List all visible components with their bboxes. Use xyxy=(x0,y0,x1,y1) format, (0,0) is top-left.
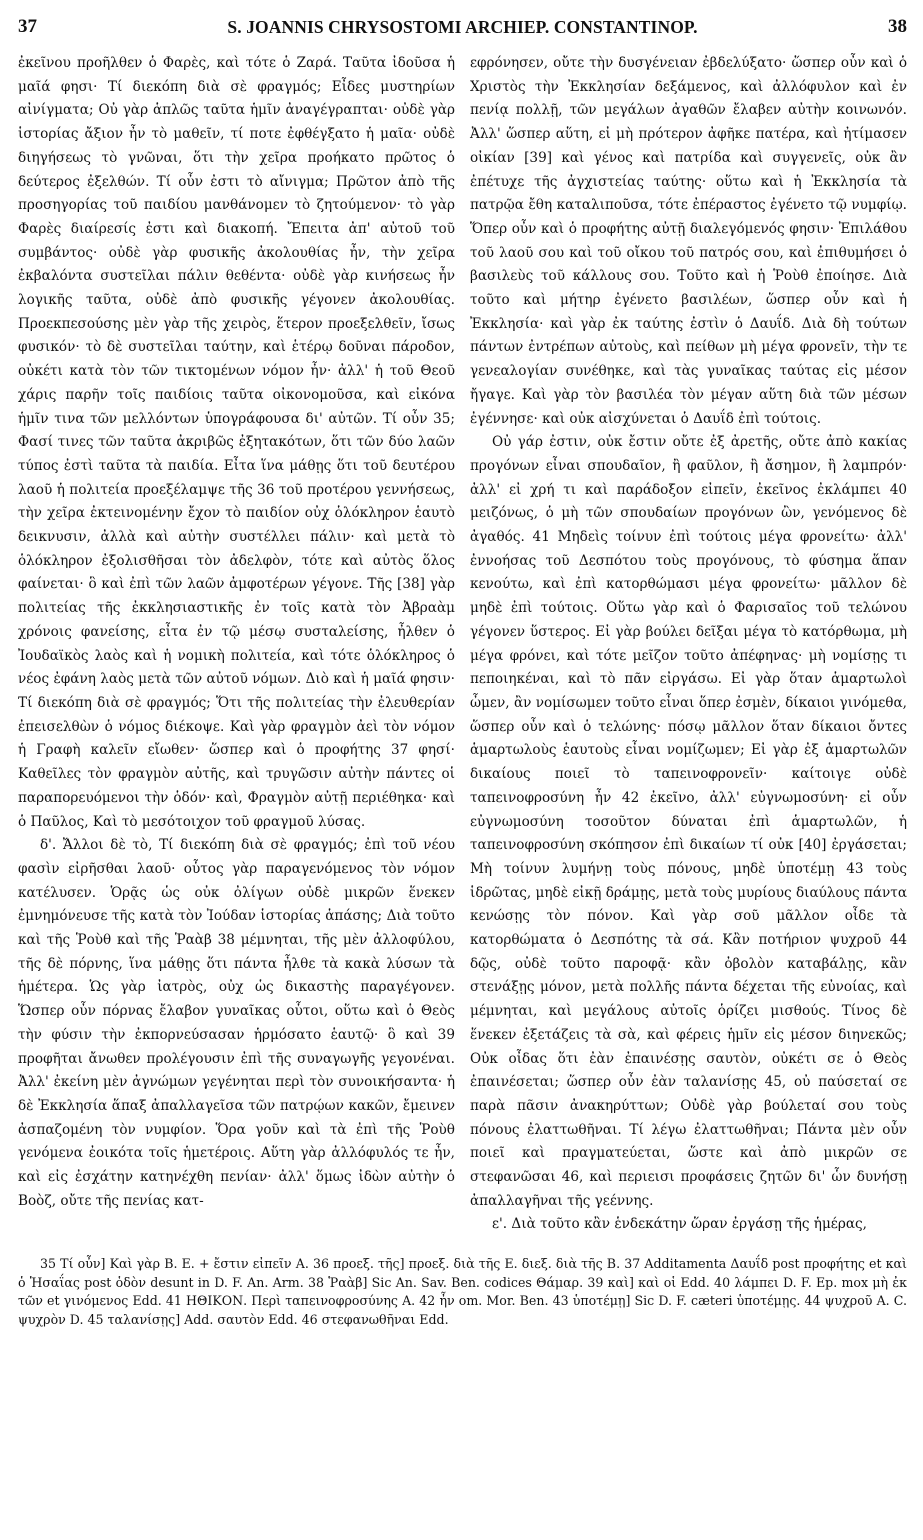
page-number-left: 37 xyxy=(18,16,37,37)
right-column xyxy=(470,52,907,1237)
page-number-right: 38 xyxy=(888,16,907,37)
running-title: S. JOANNIS CHRYSOSTOMI ARCHIEP. CONSTANTINOP. xyxy=(227,17,698,37)
footnotes: 35 Τί οὖν] Καὶ γὰρ B. E. + ἔστιν εἰπεῖν A. 36 προεξ. τῆς] προεξ. διὰ τῆς E. διεξ. διὰ τῆς B. 37 Additamenta Δαυΐδ post προφήτης et καὶ ὁ Ἡσαΐας post ὁδὸν desunt in D. F. An. Arm. 38 Ῥαὰβ] Sic An. Sav. Ben. codices Θάμαρ. 39 καὶ] καὶ οἱ Edd. 40 λάμπει D. F. Ep. mox μὴ ἐκ τῶν et γινόμενος Edd. 41 ΗΘΙΚΟΝ. Περὶ ταπεινοφροσύνης A. 42 ἦν om. Mor. Ben. 43 ὑποτέμῃ] Sic D. F. cæteri ὑποτέμῃς. 44 ψυχροῦ A. C. ψυχρὸν D. 45 ταλανίσῃς] Add. σαυτὸν Edd. 46 στεφανωθῆναι Edd. xyxy=(18,1256,907,1327)
right-paragraph-3: ε'. Διὰ τοῦτο κἂν ἑνδεκάτην ὥραν ἐργάσῃ τῆς ἡμέρας, xyxy=(492,1216,867,1233)
right-paragraph-1: εφρόνησεν, οὔτε τὴν δυσγένειαν ἐβδελύξατο· ὥσπερ οὖν καὶ ὁ Χριστὸς τὴν Ἐκκλησίαν δεξάμενος, καὶ ἀλλόφυλον καὶ ἐν πενίᾳ πολλῇ, τῶν μεγάλων ἀγαθῶν ἔλαβεν αὐτὴν κοινωνόν. Ἀλλ' ὥσπερ αὕτη, εἰ μὴ πρότερον ἀφῆκε πατέρα, καὶ ἠτίμασεν οἰκίαν [39] καὶ γένος καὶ πατρίδα καὶ συγγενεῖς, οὐκ ἂν ἐπέτυχε τῆς ἀγχιστείας ταύτης· οὕτω καὶ ἡ Ἐκκλησία τὰ πατρῷα ἔθη καταλιποῦσα, τότε ἐπέραστος ἐγένετο τῷ νυμφίῳ. Ὅπερ οὖν καὶ ὁ προφήτης αὐτῇ διαλεγόμενός φησιν· Ἐπιλάθου τοῦ λαοῦ σου καὶ τοῦ οἴκου τοῦ πατρός σου, καὶ ἐπιθυμήσει ὁ βασιλεὺς τοῦ κάλλους σου. Τοῦτο καὶ ἡ Ῥοὺθ ἐποίησε. Διὰ τοῦτο καὶ μήτηρ ἐγένετο βασιλέων, ὥσπερ οὖν καὶ ἡ Ἐκκλησία· καὶ γὰρ ἐκ ταύτης ἐστὶν ὁ Δαυΐδ. Διὰ δὴ τούτων πάντων ἐντρέπων αὐτοὺς, καὶ πείθων μὴ μέγα φρονεῖν, τὴν τε γενεαλογίαν συνέθηκε, καὶ τὰς γυναῖκας ταύτας εἰς μέσον ἤγαγε. Καὶ γὰρ τὸν βασιλέα τὸν μέγαν αὕτη διὰ τῶν μέσων ἐγέννησε· καὶ οὐκ αἰσχύνεται ὁ Δαυΐδ ἐπὶ τούτοις. xyxy=(470,55,907,427)
right-paragraph-2: Οὐ γάρ ἐστιν, οὐκ ἔστιν οὔτε ἐξ ἀρετῆς, οὔτε ἀπὸ κακίας προγόνων εἶναι σπουδαῖον, ἢ φαῦλον, ἢ ἄσημον, ἢ λαμπρόν· ἀλλ' εἰ χρή τι καὶ παράδοξον εἰπεῖν, ἐκεῖνος ἐκλάμπει 40 μειζόνως, ὁ μὴ τῶν σπουδαίων προγόνων ὢν, γενόμενος δὲ ἀγαθός. 41 Μηδεὶς τοίνυν ἐπὶ τούτοις μέγα φρονείτω· ἀλλ' ἐννοήσας τοῦ Δεσπότου τοὺς προγόνους, τὸ φύσημα ἅπαν κενούτω, καὶ ἐπὶ κατορθώμασι μέγα φρονείτω· μᾶλλον δὲ μηδὲ ἐπὶ τούτοις. Οὕτω γὰρ καὶ ὁ Φαρισαῖος τοῦ τελώνου γέγονεν ὕστερος. Εἰ γὰρ βούλει δεῖξαι μέγα τὸ κατόρθωμα, μὴ μέγα φρόνει, καὶ τότε μεῖζον τοῦτο ἀπέφηνας· μὴ νομίσῃς τι πεποιηκέναι, καὶ τὸ πᾶν εἰργάσω. Εἰ γὰρ ὅταν ἁμαρτωλοὶ ὦμεν, ἂν νομίσωμεν τοῦτο εἶναι ὅπερ ἐσμὲν, δίκαιοι γινόμεθα, ὥσπερ οὖν καὶ ὁ τελώνης· πόσῳ μᾶλλον ὅταν δίκαιοι ὄντες ἁμαρτωλοὺς ἑαυτοὺς εἶναι νομίζωμεν; Εἰ γὰρ ἐξ ἁμαρτωλῶν δικαίους ποιεῖ τὸ ταπεινοφρονεῖν· καίτοιγε οὐδὲ ταπεινοφροσύνη ἦν 42 ἐκεῖνο, ἀλλ' εὐγνωμοσύνη· εἰ οὖν εὐγνωμοσύνη τοσοῦτον δύναται ἐπὶ ἁμαρτωλῶν, ἡ ταπεινοφροσύνη σκόπησον ἐπὶ δικαίων τί οὐκ [40] ἐργάσεται; Μὴ τοίνυν λυμήνῃ τοὺς πόνους, μηδὲ ὑποτέμῃ 43 τοὺς ἱδρῶτας, μηδὲ εἰκῇ δράμῃς, μετὰ τοὺς μυρίους διαύλους πάντα κενώσῃς τὸν πόνον. Καὶ γὰρ σοῦ μᾶλλον οἶδε τὰ κατορθώματα ὁ Δεσπότης τὰ σά. Κἂν ποτήριον ψυχροῦ 44 δῷς, οὐδὲ τοῦτο παροφᾷ· κἂν ὀβολὸν καταβάλῃς, κἂν στενάξῃς μόνον, μετὰ πολλῆς πάντα δέχεται τῆς εὐνοίας, καὶ μέμνηται, καὶ μεγάλους αὐτοῖς ὁρίζει μισθούς. Τίνος δὲ ἕνεκεν ἐξετάζεις τὰ σὰ, καὶ φέρεις ἡμῖν εἰς μέσον διηνεκῶς; Οὐκ οἶδας ὅτι ἐὰν ἐπαινέσῃς σαυτὸν, οὐκέτι σε ὁ Θεὸς ἐπαινέσεται; ὥσπερ οὖν ἐὰν ταλανίσῃς 45, οὐ παύσεταί σε παρὰ πᾶσιν ἀνακηρύττων; Οὐδὲ γὰρ βούλεταί σου τοὺς πόνους ἐλαττωθῆναι. Τί λέγω ἐλαττωθῆναι; Πάντα μὲν οὖν ποιεῖ καὶ πραγματεύεται, ὥστε καὶ ἀπὸ μικρῶν σε στεφανῶσαι 46, καὶ περιεισι προφάσεις ζητῶν δι' ὧν δυνήσῃ ἀπαλλαγῆναι τῆς γεέννης. xyxy=(470,434,907,1209)
running-header xyxy=(18,14,907,44)
text-columns xyxy=(18,52,907,1237)
left-paragraph-1: ἐκεῖνου προῆλθεν ὁ Φαρὲς, καὶ τότε ὁ Ζαρά. Ταῦτα ἰδοῦσα ἡ μαῖά φησι· Τί διεκόπη διὰ σὲ φραγμός; Εἶδες μυστηρίων αἰνίγματα; Οὐ γὰρ ἁπλῶς ταῦτα ἡμῖν ἀναγέγραπται· οὐδὲ γὰρ ἱστορίας ἄξιον ἦν τὸ μαθεῖν, τί ποτε ἐφθέγξατο ἡ μαῖα· οὐδὲ διηγήσεως τὸ γνῶναι, ὅτι τὴν χεῖρα προήκατο πρῶτος ὁ δεύτερος ἐξελθών. Τί οὖν ἐστι τὸ αἴνιγμα; Πρῶτον ἀπὸ τῆς προσηγορίας τοῦ παιδίου μανθάνομεν τὸ ζητούμενον· τὸ γὰρ Φαρὲς διαίρεσίς ἐστι καὶ διακοπή. Ἔπειτα ἀπ' αὐτοῦ τοῦ συμβάντος· οὐδὲ γὰρ φυσικῆς ἀκολουθίας ἦν, τὴν χεῖρα ἐκβαλόντα συστεῖλαι πάλιν θεθέντα· οὐδὲ γὰρ κινήσεως ἦν λογικῆς ταῦτα, οὐδὲ ἀπὸ φυσικῆς γέγονεν ἀκολουθίας. Προεκπεσούσης μὲν γὰρ τῆς χειρὸς, ἕτερον προεξελθεῖν, ἴσως φυσικόν· τὸ δὲ συστεῖλαι ταύτην, καὶ ἑτέρῳ δοῦναι πάροδον, οὐκέτι κατὰ τὸν τῶν τικτομένων νόμον ἦν· ἀλλ' ἡ τοῦ Θεοῦ χάρις παρῆν τοῖς παιδίοις ταῦτα οἰκονομοῦσα, καὶ εἰκόνα ἡμῖν τινα τῶν μελλόντων ὑπογράφουσα δι' αὐτῶν. Τί οὖν 35; Φασί τινες τῶν ταῦτα ἀκριβῶς ἐξητακότων, ὅτι τῶν δύο λαῶν τύπος ἐστὶ ταῦτα τὰ παιδία. Εἶτα ἵνα μάθῃς ὅτι τοῦ δευτέρου λαοῦ ἡ πολιτεία προεξέλαμψε τῆς 36 τοῦ προτέρου γεννήσεως, τὴν χεῖρα ἐκτεινομένην ἔχον τὸ παιδίον οὐχ ὁλόκληρον ἑαυτὸ δεικνυσιν, ἀλλὰ καὶ αὐτὴν συστέλλει πάλιν· καὶ μετὰ τὸ ὁλόκληρον ἐξολισθῆσαι τὸν ἀδελφὸν, τότε καὶ αὐτὸς ὅλος φαίνεται· ὃ καὶ ἐπὶ τῶν λαῶν ἀμφοτέρων γέγονε. Τῆς [38] γὰρ πολιτείας τῆς ἐκκλησιαστικῆς ἐν τοῖς κατὰ τὸν Ἀβραὰμ χρόνοις φανείσης, εἶτα ἐν τῷ μέσῳ συσταλείσης, ἦλθεν ὁ Ἰουδαϊκὸς λαὸς καὶ ἡ νομικὴ πολιτεία, καὶ τότε ὁλόκληρος ὁ νέος ἐφάνη λαὸς μετὰ τῶν αὐτοῦ νόμων. Διὸ καὶ ἡ μαῖά φησιν· Τί διεκόπη διὰ σὲ φραγμός; Ὅτι τῆς πολιτείας τὴν ἐλευθερίαν ἐπεισελθὼν ὁ νόμος διέκοψε. Καὶ γὰρ φραγμὸν ἀεὶ τὸν νόμον ἡ Γραφὴ καλεῖν εἴωθεν· ὥσπερ καὶ ὁ προφήτης 37 φησί· Καθεῖλες τὸν φραγμὸν αὐτῆς, καὶ τρυγῶσιν αὐτὴν πάντες οἱ παραπορευόμενοι τὴν ὁδόν· καὶ, Φραγμὸν αὐτῇ περιέθηκα· καὶ ὁ Παῦλος, Καὶ τὸ μεσότοιχον τοῦ φραγμοῦ λύσας. xyxy=(18,55,455,830)
left-paragraph-2: δ'. Ἄλλοι δὲ τὸ, Τί διεκόπη διὰ σὲ φραγμός; ἐπὶ τοῦ νέου φασὶν εἰρῆσθαι λαοῦ· οὗτος γὰρ παραγενόμενος τὸν νόμον κατέλυσεν. Ὁρᾷς ὡς οὐκ ὀλίγων οὐδὲ μικρῶν ἕνεκεν ἐμνημόνευσε τῆς κατὰ τὸν Ἰούδαν ἱστορίας ἁπάσης; Διὰ τοῦτο καὶ τῆς Ῥοὺθ καὶ τῆς Ῥαὰβ 38 μέμνηται, τῆς μὲν ἀλλοφύλου, τῆς δὲ πόρνης, ἵνα μάθῃς ὅτι πάντα ἦλθε τὰ κακὰ λύσων τὰ ἡμέτερα. Ὡς γὰρ ἰατρὸς, οὐχ ὡς δικαστὴς παραγέγονεν. Ὥσπερ οὖν πόρνας ἔλαβον γυναῖκας οὗτοι, οὕτω καὶ ὁ Θεὸς τὴν φύσιν τὴν ἐκπορνεύσασαν ἡρμόσατο ἑαυτῷ· ὃ καὶ 39 προφῆται ἄνωθεν προλέγουσιν ἐπὶ τῆς συναγωγῆς γεγονέναι. Ἀλλ' ἐκείνη μὲν ἀγνώμων γεγένηται περὶ τὸν συνοικήσαντα· ἡ δὲ Ἐκκλησία ἅπαξ ἀπαλλαγεῖσα τῶν πατρῴων κακῶν, ἔμεινεν ἀσπαζομένη τὸν νυμφίον. Ὅρα γοῦν καὶ τὰ ἐπὶ τῆς Ῥοὺθ γενόμενα ἐοικότα τοῖς ἡμετέροις. Αὕτη γὰρ ἀλλόφυλός τε ἦν, καὶ εἰς ἐσχάτην κατηνέχθη πενίαν· ἀλλ' ὅμως ἰδὼν αὐτὴν ὁ Βοὸζ, οὔτε τῆς πενίας κατ- xyxy=(18,837,455,1209)
left-column xyxy=(18,52,455,1237)
